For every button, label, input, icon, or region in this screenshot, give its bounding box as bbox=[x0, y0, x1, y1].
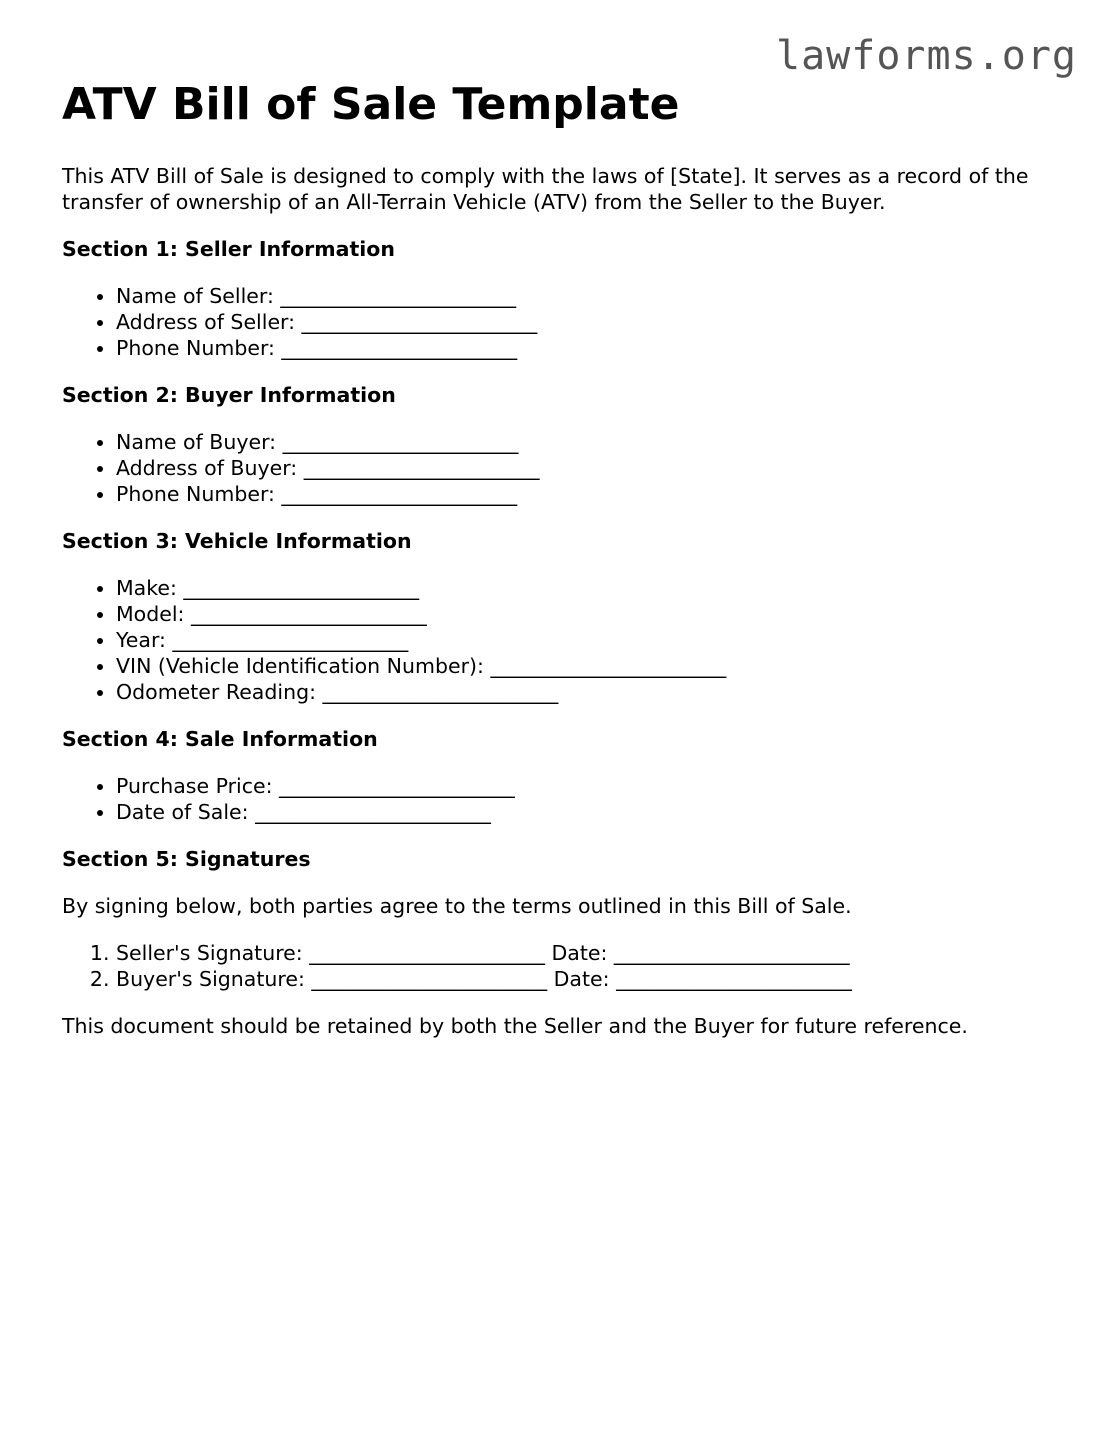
date-of-sale-field: • Date of Sale: _______________________ bbox=[116, 799, 1052, 825]
vehicle-vin-field: • VIN (Vehicle Identification Number): _______________________ bbox=[116, 653, 1052, 679]
section-heading-seller: Section 1: Seller Information bbox=[62, 237, 395, 261]
sale-field-list bbox=[62, 773, 1052, 825]
vehicle-field-list bbox=[62, 575, 1052, 705]
purchase-price-field: • Purchase Price: _______________________ bbox=[116, 773, 1052, 799]
seller-field-list bbox=[62, 283, 1052, 361]
vehicle-make-field: • Make: _______________________ bbox=[116, 575, 1052, 601]
section-heading-buyer: Section 2: Buyer Information bbox=[62, 383, 396, 407]
seller-address-field: • Address of Seller: _______________________ bbox=[116, 309, 1052, 335]
vehicle-year-field: • Year: _______________________ bbox=[116, 627, 1052, 653]
page-title: ATV Bill of Sale Template bbox=[62, 79, 680, 130]
buyer-phone-field: • Phone Number: _______________________ bbox=[116, 481, 1052, 507]
signature-intro: By signing below, both parties agree to the terms outlined in this Bill of Sale. bbox=[62, 894, 852, 918]
vehicle-model-field: • Model: _______________________ bbox=[116, 601, 1052, 627]
buyer-field-list bbox=[62, 429, 1052, 507]
seller-name-field: • Name of Seller: _______________________ bbox=[116, 283, 1052, 309]
watermark-logo: lawforms.org bbox=[776, 33, 1077, 79]
section-heading-vehicle: Section 3: Vehicle Information bbox=[62, 529, 412, 553]
intro-paragraph: This ATV Bill of Sale is designed to comply with the laws of [State]. It serves as a record of the transfer of ownership of an All-Terrain Vehicle (ATV) from the Seller to the Buyer. bbox=[62, 164, 1029, 214]
document-page bbox=[62, 78, 1052, 1039]
buyer-signature-line: 2. Buyer's Signature: _______________________ Date: _______________________ bbox=[116, 966, 1052, 992]
vehicle-odometer-field: • Odometer Reading: _______________________ bbox=[116, 679, 1052, 705]
section-heading-sale: Section 4: Sale Information bbox=[62, 727, 378, 751]
buyer-address-field: • Address of Buyer: _______________________ bbox=[116, 455, 1052, 481]
closing-paragraph: This document should be retained by both the Seller and the Buyer for future reference. bbox=[62, 1014, 968, 1038]
signature-list bbox=[62, 940, 1052, 992]
buyer-name-field: • Name of Buyer: _______________________ bbox=[116, 429, 1052, 455]
seller-phone-field: • Phone Number: _______________________ bbox=[116, 335, 1052, 361]
seller-signature-line: 1. Seller's Signature: _______________________ Date: _______________________ bbox=[116, 940, 1052, 966]
section-heading-signatures: Section 5: Signatures bbox=[62, 847, 311, 871]
